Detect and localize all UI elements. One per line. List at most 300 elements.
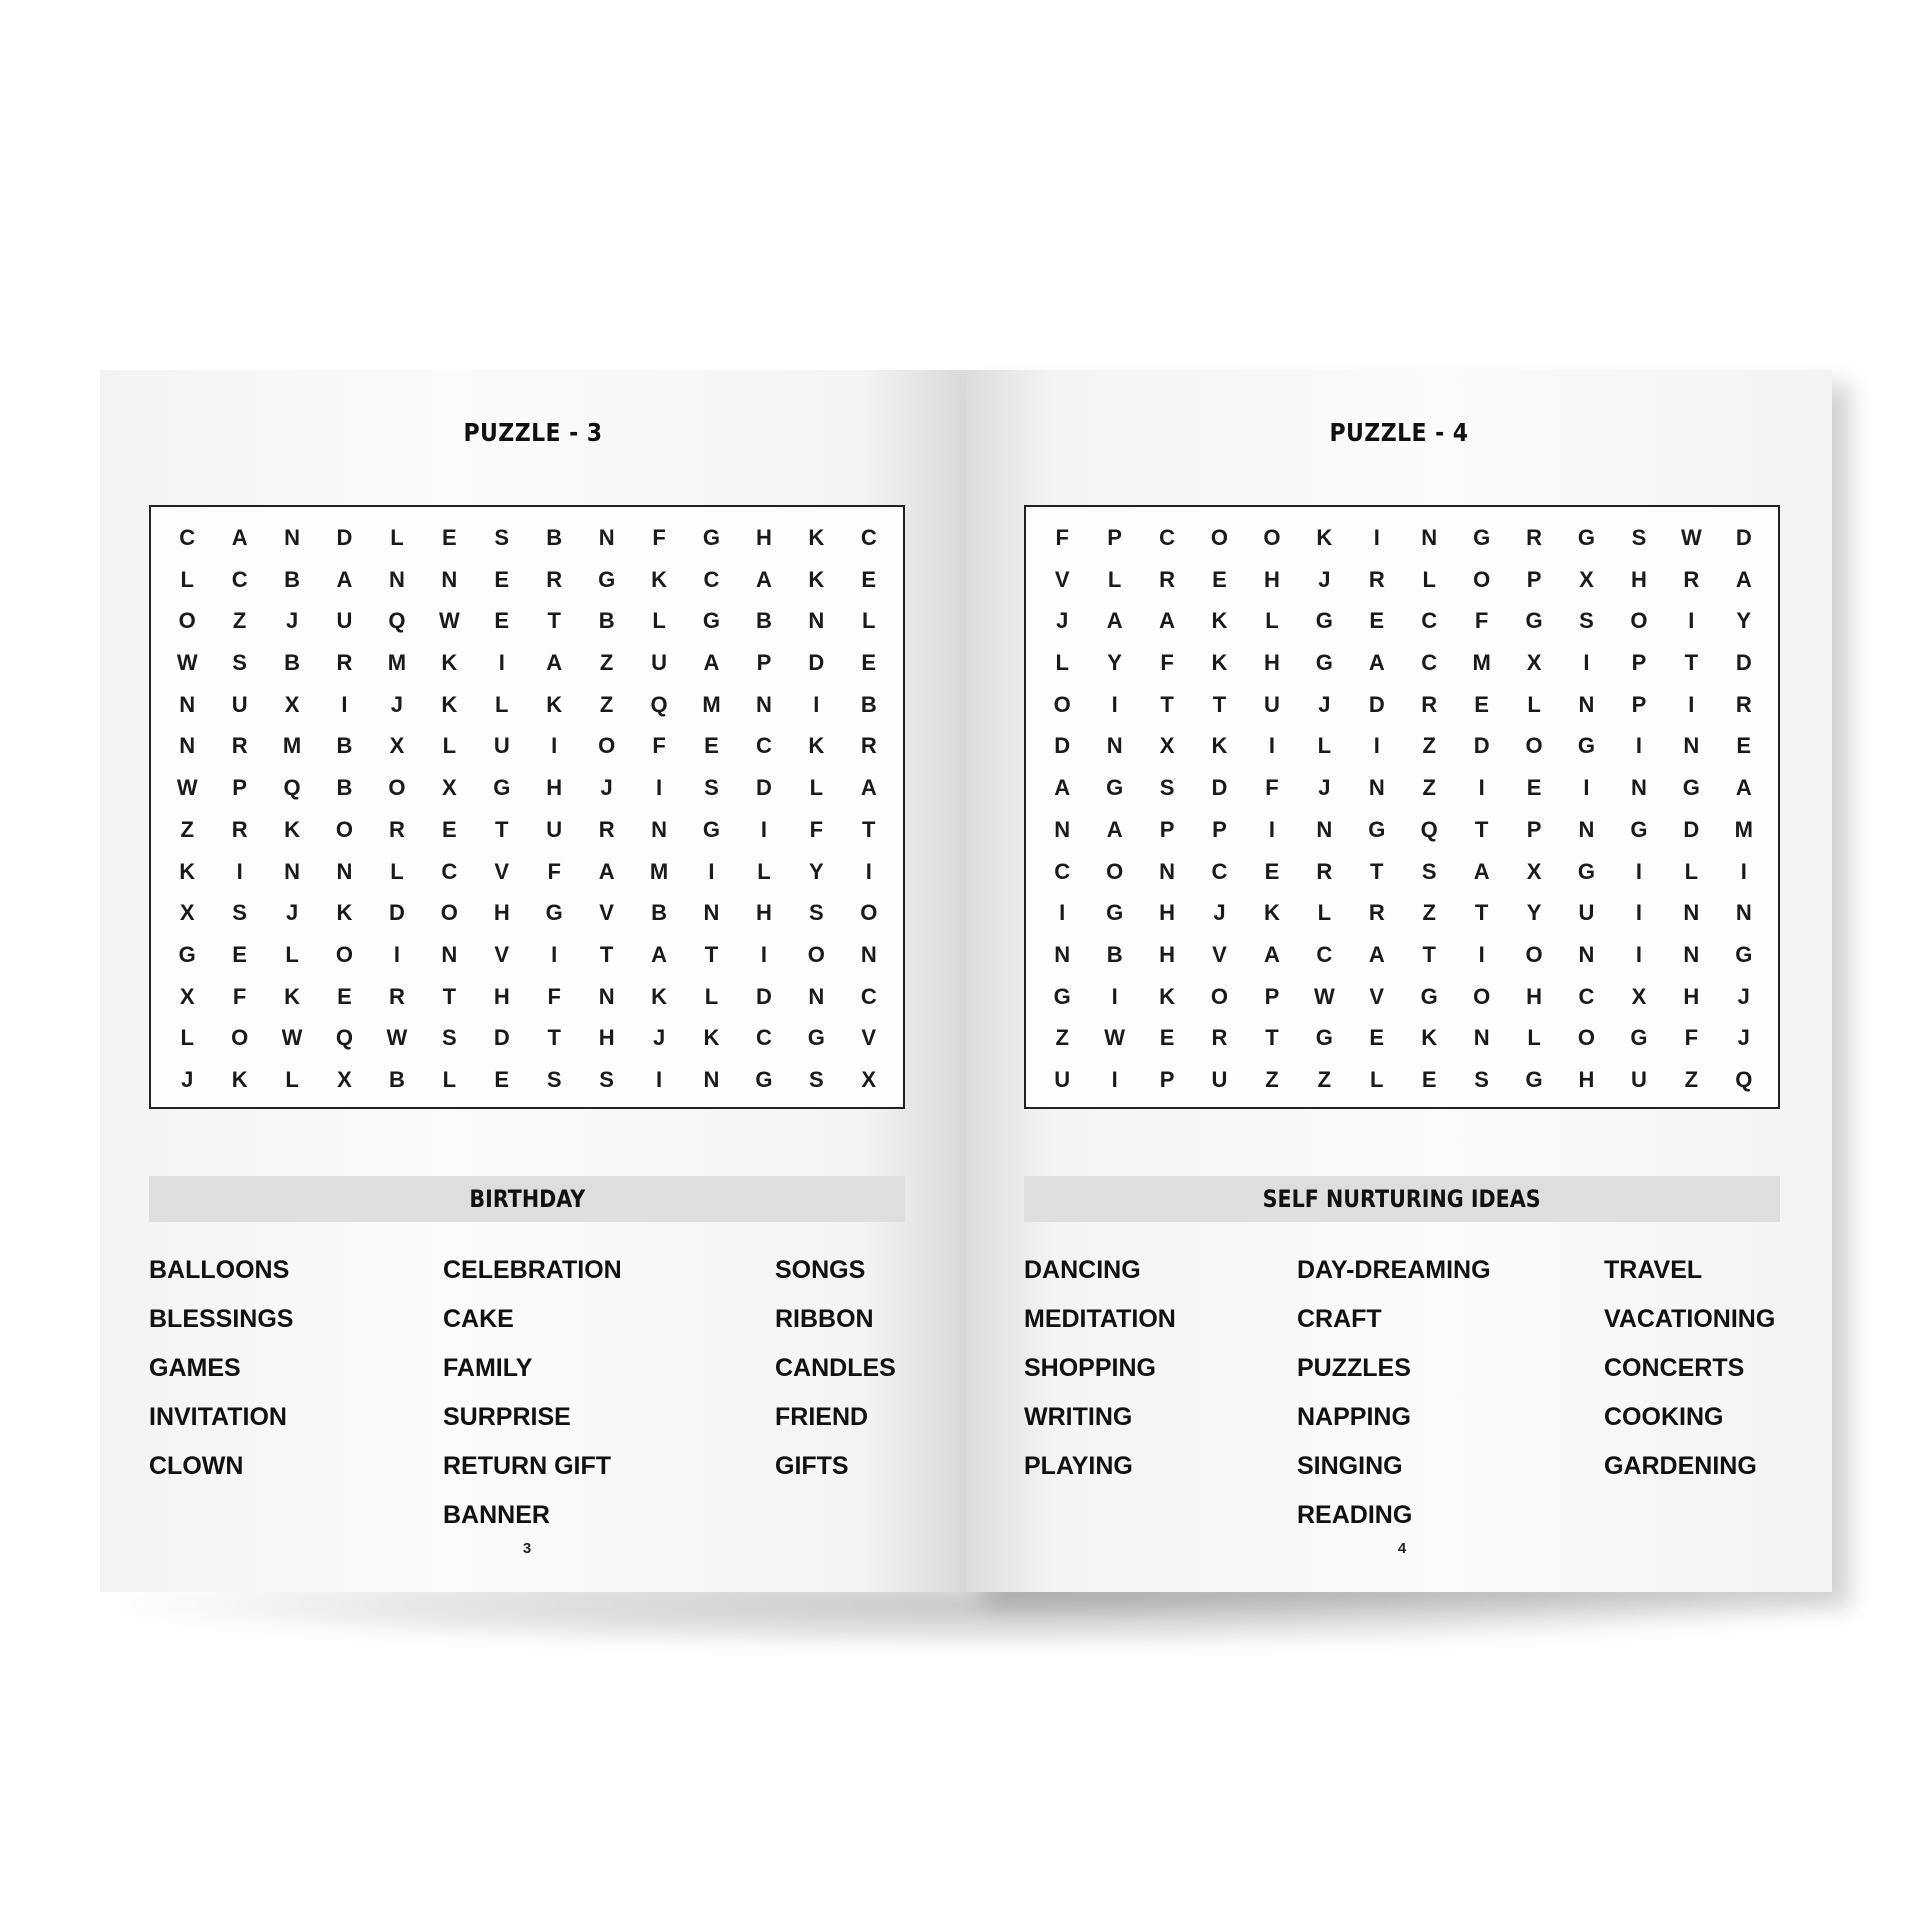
grid-letter: I bbox=[1373, 524, 1380, 550]
grid-letter: K bbox=[441, 691, 458, 717]
grid-letter: L bbox=[390, 524, 404, 550]
grid-letter: I bbox=[551, 941, 558, 967]
grid-letter: L bbox=[1422, 566, 1436, 592]
grid-letter: F bbox=[547, 858, 561, 884]
grid-letter: X bbox=[179, 983, 195, 1009]
grid-letter: I bbox=[1478, 775, 1485, 801]
grid-letter: X bbox=[1579, 566, 1594, 592]
grid-letter: T bbox=[1160, 691, 1174, 717]
grid-letter: Z bbox=[599, 649, 614, 675]
open-book bbox=[100, 370, 1833, 1592]
grid-letter: G bbox=[702, 608, 721, 634]
grid-letter: H bbox=[598, 1025, 615, 1051]
grid-letter: H bbox=[546, 775, 563, 801]
grid-letter: A bbox=[1106, 816, 1123, 842]
grid-letter: O bbox=[1525, 733, 1543, 759]
grid-letter: E bbox=[494, 566, 510, 592]
grid-letter: I bbox=[498, 649, 505, 675]
grid-letter: L bbox=[285, 941, 299, 967]
grid-letter: L bbox=[285, 1067, 299, 1093]
grid-letter: K bbox=[808, 566, 825, 592]
grid-letter: S bbox=[1421, 858, 1437, 884]
grid-letter: L bbox=[1370, 1067, 1384, 1093]
grid-letter: E bbox=[1369, 1025, 1385, 1051]
word-list-item: CAKE bbox=[443, 1305, 514, 1333]
grid-letter: I bbox=[1740, 858, 1747, 884]
grid-letter: B bbox=[336, 775, 353, 801]
grid-letter: I bbox=[1478, 941, 1485, 967]
word-list-item: SONGS bbox=[775, 1256, 866, 1284]
grid-letter: R bbox=[1368, 900, 1385, 926]
grid-letter: O bbox=[1525, 941, 1543, 967]
grid-letter: N bbox=[388, 566, 405, 592]
grid-letter: N bbox=[598, 983, 615, 1009]
word-list-item: BALLOONS bbox=[149, 1256, 290, 1284]
grid-letter: N bbox=[1630, 775, 1647, 801]
grid-letter: H bbox=[493, 900, 510, 926]
grid-letter: V bbox=[1054, 566, 1070, 592]
grid-letter: I bbox=[1059, 900, 1066, 926]
grid-letter: L bbox=[809, 775, 824, 801]
grid-letter: X bbox=[1526, 858, 1542, 884]
grid-letter: Q bbox=[388, 608, 406, 634]
grid-letter: N bbox=[1683, 900, 1700, 926]
grid-letter: R bbox=[546, 566, 563, 592]
word-list-item: TRAVEL bbox=[1604, 1256, 1703, 1284]
grid-letter: Y bbox=[809, 858, 824, 884]
grid-letter: S bbox=[1474, 1067, 1489, 1093]
grid-letter: L bbox=[1527, 691, 1541, 717]
word-column bbox=[1604, 1246, 1775, 1491]
grid-letter: Z bbox=[599, 691, 614, 717]
word-search-grid bbox=[149, 505, 905, 1109]
word-list-item: COOKING bbox=[1604, 1403, 1724, 1431]
grid-letter: G bbox=[1525, 608, 1543, 634]
grid-letter: Q bbox=[1420, 816, 1438, 842]
grid-letter: G bbox=[1473, 524, 1491, 550]
grid-letter: B bbox=[755, 608, 772, 634]
word-list-item: CELEBRATION bbox=[443, 1256, 622, 1284]
grid-letter: B bbox=[284, 649, 300, 675]
grid-letter: L bbox=[862, 608, 876, 634]
grid-letter: R bbox=[1421, 691, 1438, 717]
grid-letter: G bbox=[1577, 524, 1596, 550]
grid-letter: N bbox=[1735, 900, 1752, 926]
grid-letter: N bbox=[1054, 941, 1071, 967]
word-list-item: PUZZLES bbox=[1297, 1354, 1411, 1382]
grid-letter: I bbox=[236, 858, 243, 884]
grid-letter: H bbox=[1630, 566, 1647, 592]
grid-letter: C bbox=[441, 858, 458, 884]
word-search-grid bbox=[1024, 505, 1780, 1109]
grid-letter: G bbox=[807, 1025, 825, 1051]
grid-letter: D bbox=[493, 1025, 510, 1051]
grid-letter: O bbox=[807, 941, 825, 967]
grid-letter: E bbox=[494, 608, 510, 634]
grid-letter: L bbox=[442, 1067, 457, 1093]
grid-letter: D bbox=[808, 649, 825, 675]
grid-letter: S bbox=[546, 1067, 562, 1093]
grid-letter: G bbox=[1577, 858, 1596, 884]
grid-letter: Z bbox=[1265, 1067, 1279, 1093]
grid-letter: C bbox=[179, 524, 196, 550]
grid-letter: D bbox=[388, 900, 405, 926]
grid-letter: A bbox=[231, 524, 248, 550]
grid-letter: O bbox=[1210, 983, 1229, 1009]
word-list-item: CRAFT bbox=[1297, 1305, 1382, 1333]
grid-letter: I bbox=[341, 691, 348, 717]
grid-letter: M bbox=[649, 858, 669, 884]
grid-letter: C bbox=[860, 983, 877, 1009]
grid-letter: S bbox=[1159, 775, 1175, 801]
grid-letter: P bbox=[756, 649, 772, 675]
grid-letter: A bbox=[598, 858, 615, 884]
grid-letter: E bbox=[1421, 1067, 1437, 1093]
grid-letter: L bbox=[1317, 900, 1332, 926]
grid-letter: V bbox=[494, 941, 510, 967]
grid-letter: C bbox=[1159, 524, 1175, 550]
word-list-item: GIFTS bbox=[775, 1452, 849, 1480]
word-list-item: WRITING bbox=[1024, 1403, 1133, 1431]
page-number: 4 bbox=[1397, 1540, 1407, 1557]
grid-letter: R bbox=[231, 733, 248, 759]
grid-letter: O bbox=[335, 816, 354, 842]
grid-letter: O bbox=[598, 733, 616, 759]
grid-letter: A bbox=[1473, 858, 1490, 884]
grid-letter: R bbox=[336, 649, 353, 675]
grid-letter: G bbox=[1577, 733, 1596, 759]
grid-letter: X bbox=[861, 1067, 877, 1093]
grid-letter: G bbox=[545, 900, 563, 926]
grid-letter: U bbox=[493, 733, 510, 759]
word-list-item: SHOPPING bbox=[1024, 1354, 1156, 1382]
puzzle-title: PUZZLE - 3 bbox=[463, 418, 603, 447]
grid-letter: E bbox=[861, 566, 877, 592]
grid-letter: T bbox=[1370, 858, 1384, 884]
grid-letter: N bbox=[179, 691, 196, 717]
grid-letter: T bbox=[1474, 816, 1489, 842]
grid-letter: L bbox=[495, 691, 509, 717]
word-list-item: GARDENING bbox=[1604, 1452, 1757, 1480]
grid-letter: J bbox=[1318, 691, 1331, 717]
grid-letter: A bbox=[1054, 775, 1071, 801]
page-right bbox=[966, 370, 1832, 1592]
page-left bbox=[100, 370, 966, 1592]
grid-letter: G bbox=[702, 524, 721, 550]
grid-letter: V bbox=[1369, 983, 1385, 1009]
word-list-item: VACATIONING bbox=[1604, 1305, 1776, 1333]
word-list-item: MEDITATION bbox=[1024, 1305, 1176, 1333]
word-list-item: INVITATION bbox=[149, 1403, 287, 1431]
grid-letter: K bbox=[336, 900, 353, 926]
grid-letter: T bbox=[547, 608, 561, 634]
grid-letter: G bbox=[1315, 608, 1333, 634]
theme-bar bbox=[149, 1176, 905, 1222]
grid-letter: Z bbox=[1422, 775, 1436, 801]
grid-letter: X bbox=[389, 733, 405, 759]
grid-letter: G bbox=[1420, 983, 1438, 1009]
grid-letter: M bbox=[702, 691, 721, 717]
grid-letter: N bbox=[1578, 691, 1595, 717]
grid-letter: B bbox=[336, 733, 353, 759]
grid-letter: C bbox=[231, 566, 248, 592]
grid-letter: C bbox=[1578, 983, 1595, 1009]
grid-letter: Z bbox=[1422, 900, 1436, 926]
word-list-item: READING bbox=[1297, 1501, 1413, 1529]
grid-letter: K bbox=[231, 1067, 248, 1093]
grid-letter: O bbox=[1577, 1025, 1596, 1051]
grid-letter: G bbox=[1315, 649, 1333, 675]
grid-letter: R bbox=[598, 816, 615, 842]
grid-letter: A bbox=[755, 566, 772, 592]
grid-letter: Q bbox=[650, 691, 668, 717]
word-list-item: RIBBON bbox=[775, 1305, 874, 1333]
grid-letter: F bbox=[652, 733, 666, 759]
grid-letter: N bbox=[1683, 733, 1700, 759]
grid-letter: E bbox=[1474, 691, 1489, 717]
grid-letter: K bbox=[651, 983, 667, 1009]
grid-letter: O bbox=[1473, 983, 1491, 1009]
grid-letter: I bbox=[1635, 858, 1642, 884]
grid-letter: J bbox=[285, 900, 299, 926]
grid-letter: X bbox=[1159, 733, 1175, 759]
grid-letter: T bbox=[599, 941, 614, 967]
grid-letter: Q bbox=[1735, 1067, 1753, 1093]
grid-letter: K bbox=[546, 691, 563, 717]
grid-letter: U bbox=[651, 649, 667, 675]
grid-letter: L bbox=[180, 1025, 194, 1051]
grid-letter: R bbox=[1683, 566, 1700, 592]
grid-letter: T bbox=[1265, 1025, 1279, 1051]
grid-letter: I bbox=[708, 858, 715, 884]
grid-letter: T bbox=[547, 1025, 561, 1051]
grid-letter: G bbox=[1735, 941, 1753, 967]
grid-letter: R bbox=[1211, 1025, 1228, 1051]
grid-letter: C bbox=[755, 1025, 772, 1051]
grid-letter: M bbox=[387, 649, 407, 675]
word-list-item: DAY-DREAMING bbox=[1297, 1256, 1491, 1284]
grid-letter: I bbox=[1635, 900, 1642, 926]
grid-letter: O bbox=[1106, 858, 1124, 884]
grid-letter: H bbox=[1526, 983, 1542, 1009]
grid-letter: G bbox=[1525, 1067, 1543, 1093]
grid-letter: W bbox=[176, 649, 198, 675]
grid-letter: L bbox=[1684, 858, 1699, 884]
grid-letter: K bbox=[284, 983, 300, 1009]
grid-letter: N bbox=[598, 524, 615, 550]
grid-letter: I bbox=[865, 858, 872, 884]
grid-letter: O bbox=[1473, 566, 1491, 592]
grid-letter: H bbox=[1263, 649, 1280, 675]
grid-letter: P bbox=[232, 775, 247, 801]
grid-letter: S bbox=[809, 1067, 824, 1093]
grid-letter: Y bbox=[1107, 649, 1122, 675]
grid-letter: K bbox=[1211, 733, 1228, 759]
word-list-item: CANDLES bbox=[775, 1354, 896, 1382]
grid-letter: L bbox=[757, 858, 771, 884]
grid-letter: E bbox=[442, 816, 457, 842]
word-list-item: NAPPING bbox=[1297, 1403, 1411, 1431]
grid-letter: N bbox=[1316, 816, 1333, 842]
grid-letter: R bbox=[1368, 566, 1385, 592]
grid-letter: G bbox=[178, 941, 196, 967]
word-column bbox=[775, 1246, 896, 1491]
grid-letter: O bbox=[440, 900, 458, 926]
grid-letter: W bbox=[1104, 1025, 1126, 1051]
grid-letter: U bbox=[546, 816, 563, 842]
grid-letter: L bbox=[1055, 649, 1069, 675]
grid-letter: O bbox=[1053, 691, 1071, 717]
word-list-item: FRIEND bbox=[775, 1403, 869, 1431]
grid-letter: G bbox=[493, 775, 511, 801]
grid-letter: L bbox=[652, 608, 666, 634]
grid-letter: C bbox=[1316, 941, 1333, 967]
grid-letter: W bbox=[438, 608, 460, 634]
grid-letter: V bbox=[599, 900, 614, 926]
grid-letter: W bbox=[386, 1025, 408, 1051]
word-column bbox=[149, 1246, 293, 1491]
word-column bbox=[1297, 1246, 1491, 1540]
grid-letter: L bbox=[1265, 608, 1279, 634]
grid-letter: I bbox=[1583, 775, 1590, 801]
grid-letter: I bbox=[1373, 733, 1380, 759]
grid-letter: N bbox=[1159, 858, 1175, 884]
grid-letter: C bbox=[1054, 858, 1071, 884]
theme-title: SELF NURTURING IDEAS bbox=[1263, 1185, 1541, 1213]
grid-letter: P bbox=[1212, 816, 1227, 842]
grid-letter: A bbox=[546, 649, 563, 675]
grid-letter: N bbox=[755, 691, 772, 717]
grid-letter: G bbox=[1106, 775, 1124, 801]
grid-letter: H bbox=[1159, 941, 1175, 967]
grid-letter: A bbox=[336, 566, 353, 592]
grid-letter: I bbox=[1111, 1067, 1118, 1093]
grid-letter: W bbox=[281, 1025, 303, 1051]
grid-letter: W bbox=[1680, 524, 1702, 550]
grid-letter: B bbox=[388, 1067, 405, 1093]
grid-letter: A bbox=[1106, 608, 1123, 634]
grid-letter: S bbox=[599, 1067, 614, 1093]
grid-letter: K bbox=[1316, 524, 1333, 550]
grid-letter: O bbox=[178, 608, 196, 634]
grid-letter: X bbox=[1526, 649, 1542, 675]
grid-letter: R bbox=[1159, 566, 1175, 592]
grid-letter: B bbox=[1106, 941, 1123, 967]
grid-letter: B bbox=[284, 566, 300, 592]
grid-letter: G bbox=[1053, 983, 1071, 1009]
grid-letter: D bbox=[755, 983, 772, 1009]
grid-letter: H bbox=[493, 983, 510, 1009]
grid-letter: J bbox=[390, 691, 404, 717]
grid-letter: X bbox=[284, 691, 300, 717]
grid-letter: D bbox=[1683, 816, 1700, 842]
grid-letter: I bbox=[551, 733, 558, 759]
grid-letter: R bbox=[388, 983, 405, 1009]
grid-letter: I bbox=[1688, 691, 1695, 717]
grid-letter: Z bbox=[1317, 1067, 1332, 1093]
grid-letter: F bbox=[652, 524, 666, 550]
grid-letter: H bbox=[1263, 566, 1280, 592]
grid-letter: J bbox=[652, 1025, 666, 1051]
grid-letter: K bbox=[1159, 983, 1175, 1009]
grid-letter: Z bbox=[1422, 733, 1436, 759]
grid-letter: O bbox=[335, 941, 354, 967]
grid-letter: F bbox=[1684, 1025, 1699, 1051]
grid-letter: N bbox=[1368, 775, 1385, 801]
word-list-item: DANCING bbox=[1024, 1256, 1141, 1284]
grid-letter: G bbox=[1630, 1025, 1648, 1051]
grid-letter: D bbox=[755, 775, 772, 801]
grid-letter: T bbox=[704, 941, 719, 967]
grid-letter: G bbox=[755, 1067, 773, 1093]
grid-letter: K bbox=[1211, 649, 1228, 675]
grid-letter: V bbox=[494, 858, 510, 884]
grid-letter: G bbox=[598, 566, 616, 592]
grid-letter: E bbox=[494, 1067, 510, 1093]
grid-letter: I bbox=[760, 816, 767, 842]
grid-letter: P bbox=[1631, 691, 1647, 717]
grid-letter: C bbox=[755, 733, 772, 759]
grid-letter: E bbox=[1264, 858, 1280, 884]
word-list-item: CONCERTS bbox=[1604, 1354, 1745, 1382]
grid-letter: A bbox=[1368, 941, 1385, 967]
word-column bbox=[1024, 1246, 1176, 1491]
grid-letter: G bbox=[1630, 816, 1648, 842]
grid-letter: M bbox=[282, 733, 302, 759]
grid-letter: J bbox=[1213, 900, 1226, 926]
grid-letter: Q bbox=[283, 775, 301, 801]
grid-letter: P bbox=[1159, 816, 1175, 842]
grid-letter: K bbox=[441, 649, 458, 675]
grid-letter: W bbox=[176, 775, 198, 801]
grid-letter: K bbox=[808, 733, 825, 759]
grid-letter: A bbox=[1735, 566, 1752, 592]
grid-letter: D bbox=[1054, 733, 1071, 759]
grid-letter: R bbox=[1316, 858, 1333, 884]
grid-letter: K bbox=[284, 816, 300, 842]
grid-letter: X bbox=[179, 900, 195, 926]
grid-letter: R bbox=[388, 816, 405, 842]
grid-letter: P bbox=[1264, 983, 1280, 1009]
grid-letter: P bbox=[1107, 524, 1122, 550]
grid-letter: E bbox=[1526, 775, 1542, 801]
grid-letter: U bbox=[1054, 1067, 1071, 1093]
grid-letter: T bbox=[495, 816, 509, 842]
page-number: 3 bbox=[522, 1540, 532, 1557]
grid-letter: G bbox=[1368, 816, 1386, 842]
grid-letter: K bbox=[1263, 900, 1280, 926]
grid-letter: A bbox=[1735, 775, 1752, 801]
grid-letter: N bbox=[336, 858, 353, 884]
grid-letter: H bbox=[1159, 900, 1175, 926]
word-column bbox=[443, 1246, 622, 1540]
grid-letter: D bbox=[336, 524, 353, 550]
grid-letter: S bbox=[494, 524, 510, 550]
grid-letter: J bbox=[600, 775, 613, 801]
grid-letter: C bbox=[1421, 608, 1438, 634]
grid-letter: D bbox=[1211, 775, 1228, 801]
grid-letter: D bbox=[1473, 733, 1490, 759]
grid-letter: W bbox=[1313, 983, 1335, 1009]
grid-letter: C bbox=[703, 566, 720, 592]
grid-letter: E bbox=[1736, 733, 1752, 759]
grid-letter: F bbox=[1055, 524, 1069, 550]
grid-letter: F bbox=[547, 983, 561, 1009]
grid-letter: E bbox=[442, 524, 457, 550]
grid-letter: X bbox=[442, 775, 457, 801]
grid-letter: J bbox=[1318, 775, 1331, 801]
grid-letter: L bbox=[1107, 566, 1122, 592]
